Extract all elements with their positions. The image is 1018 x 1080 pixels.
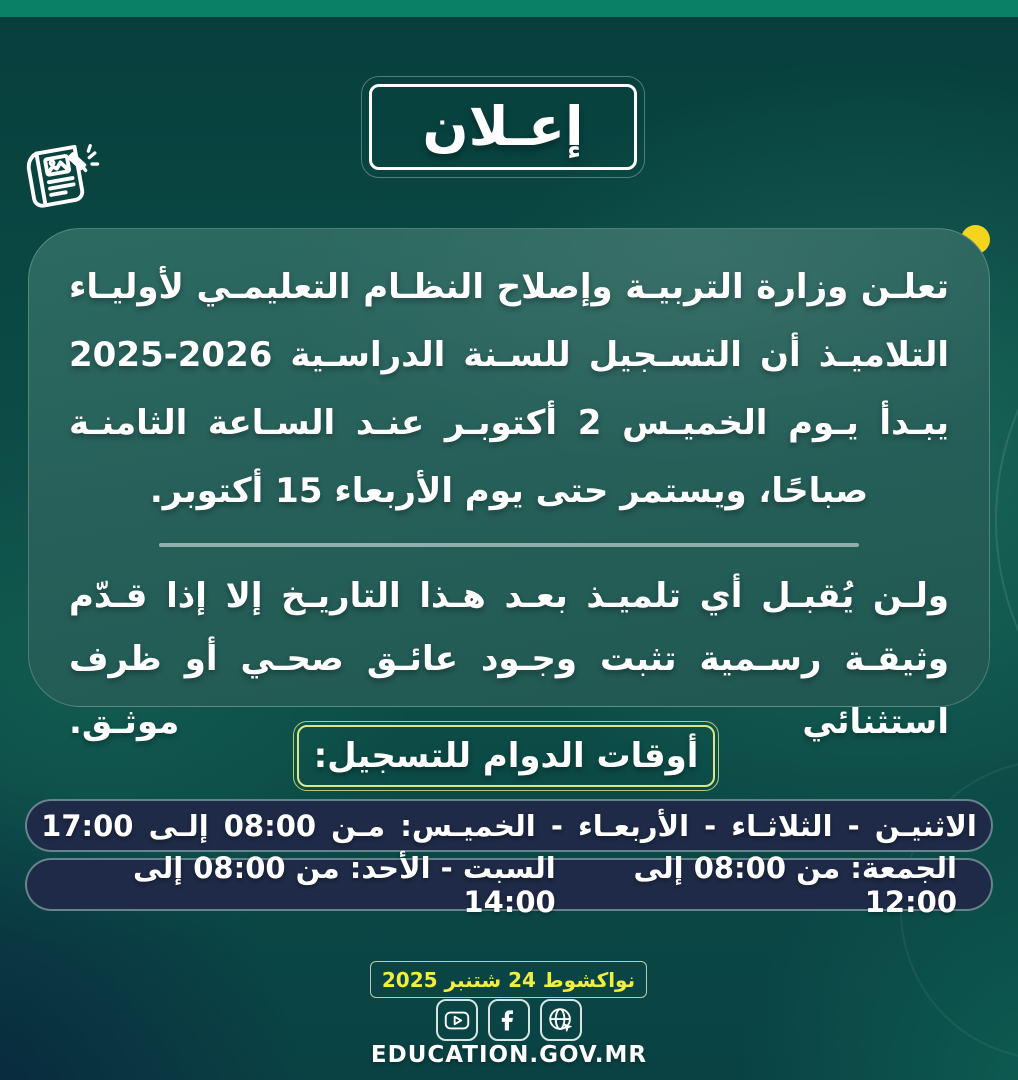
- schedule-row-weekend: [25, 850, 993, 919]
- date-text: نواكشوط 24 شتنبر 2025: [381, 967, 636, 992]
- announcement-paragraph-1: تعلـن وزارة التربيـة وإصلاح النظـام التعليمـي لأوليـاء التلاميـذ أن التسـجيل للسـنة الدراسـية 2026-2025 يبـدأ يـوم الخميـس 2 أكتوبـر عنـد السـاعة الثامنـة صباحًا، ويستمر حتى يوم الأربعاء 15 أكتوبر.: [69, 267, 949, 511]
- announcement-card: [28, 228, 990, 742]
- decorative-circle-right: [995, 235, 1018, 805]
- facebook-button[interactable]: [488, 999, 530, 1041]
- social-row: [0, 998, 1018, 1042]
- website-button[interactable]: [540, 999, 582, 1041]
- date-box: [370, 961, 647, 998]
- schedule-header: أوقات الدوام للتسجيل:: [313, 736, 699, 776]
- card-divider: [159, 543, 859, 547]
- announcement-paragraph-2: ولـن يُقبـل أي تلميـذ بعـد هـذا التاريـخ إلا إذا قـدّم وثيقـة رسـمية تثبت وجـود عائـق صحـي أو ظرف استثنائي موثـق.: [69, 576, 949, 742]
- website-domain: EDUCATION.GOV.MR: [370, 1042, 648, 1068]
- schedule-row-weekdays: الاثنيـن - الثلاثـاء - الأربعـاء - الخميـس: مـن 08:00 إلـى 17:00: [25, 799, 993, 852]
- youtube-icon: [442, 1005, 472, 1035]
- schedule-header-box: [297, 725, 715, 787]
- saturday-sunday-hours: السبت - الأحد: من 08:00 إلى 14:00: [132, 850, 556, 919]
- announcement-title: إعـلان: [422, 95, 584, 158]
- friday-hours: الجمعة: من 08:00 إلى 12:00: [633, 850, 957, 919]
- newspaper-megaphone-icon: [12, 126, 104, 226]
- top-green-strip: [0, 0, 1018, 17]
- globe-icon: [546, 1005, 576, 1035]
- youtube-button[interactable]: [436, 999, 478, 1041]
- announcement-title-box: [369, 84, 637, 170]
- facebook-icon: [495, 1006, 523, 1034]
